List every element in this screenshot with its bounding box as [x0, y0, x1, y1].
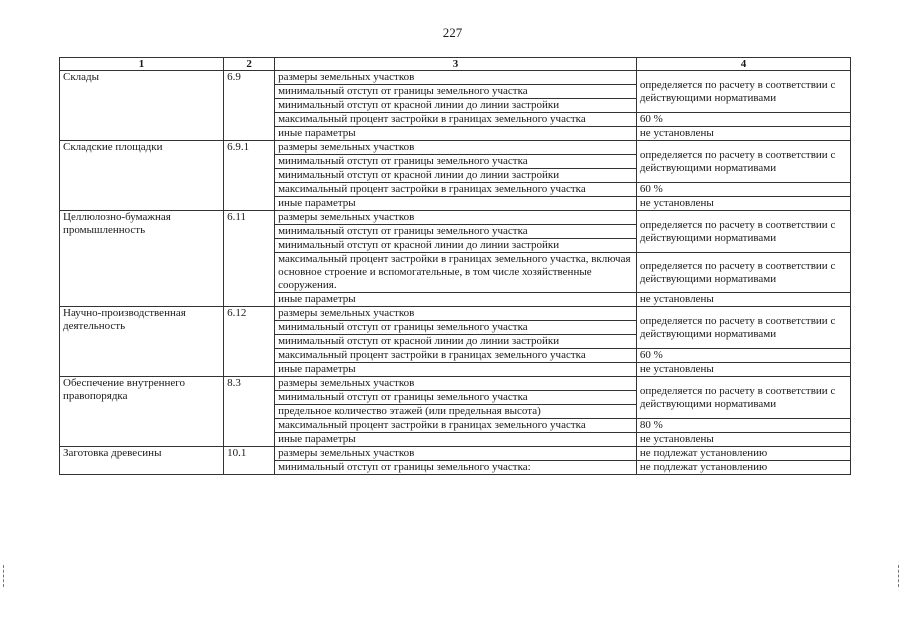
table-row — [60, 377, 851, 391]
table-row — [60, 71, 851, 85]
header-col-4: 4 — [636, 58, 850, 71]
left-edge-mark — [3, 565, 6, 587]
parameter-value: определяется по расчету в соответствии с действующими нормативами — [636, 377, 850, 419]
parameter-name: минимальный отступ от красной линии до линии застройки — [275, 99, 637, 113]
land-use-code: 6.12 — [224, 307, 275, 377]
parameter-name: предельное количество этажей (или предельная высота) — [275, 405, 637, 419]
parameter-name: минимальный отступ от красной линии до линии застройки — [275, 335, 637, 349]
header-col-1: 1 — [60, 58, 224, 71]
land-use-parameters-table — [59, 57, 851, 475]
table-header-row — [60, 58, 851, 71]
parameter-name: иные параметры — [275, 363, 637, 377]
header-col-2: 2 — [224, 58, 275, 71]
parameter-name: иные параметры — [275, 127, 637, 141]
parameter-name: минимальный отступ от границы земельного участка — [275, 85, 637, 99]
table-row — [60, 447, 851, 461]
table-row — [60, 307, 851, 321]
parameter-value: не подлежат установлению — [636, 447, 850, 461]
parameter-name: максимальный процент застройки в границах земельного участка — [275, 183, 637, 197]
parameter-name: иные параметры — [275, 197, 637, 211]
parameter-value: 60 % — [636, 349, 850, 363]
land-use-type: Складские площадки — [60, 141, 224, 211]
parameter-name: размеры земельных участков — [275, 211, 637, 225]
parameter-value: 60 % — [636, 183, 850, 197]
parameter-name: максимальный процент застройки в границах земельного участка, включая основное строение и вспомогательные, в том числе хозяйственные сооружения. — [275, 253, 637, 293]
parameter-value: определяется по расчету в соответствии с действующими нормативами — [636, 211, 850, 253]
header-col-3: 3 — [275, 58, 637, 71]
page-number: 227 — [442, 25, 463, 40]
parameter-name: минимальный отступ от границы земельного участка — [275, 225, 637, 239]
land-use-type: Заготовка древесины — [60, 447, 224, 475]
parameter-name: максимальный процент застройки в границах земельного участка — [275, 349, 637, 363]
parameter-name: максимальный процент застройки в границах земельного участка — [275, 113, 637, 127]
land-use-code: 8.3 — [224, 377, 275, 447]
parameter-value: определяется по расчету в соответствии с действующими нормативами — [636, 141, 850, 183]
parameter-value: не установлены — [636, 433, 850, 447]
land-use-code: 6.9 — [224, 71, 275, 141]
right-edge-mark — [898, 565, 901, 587]
parameter-name: минимальный отступ от границы земельного участка — [275, 155, 637, 169]
land-use-code: 6.11 — [224, 211, 275, 307]
parameter-name: минимальный отступ от границы земельного участка — [275, 321, 637, 335]
land-use-type: Склады — [60, 71, 224, 141]
parameter-name: размеры земельных участков — [275, 307, 637, 321]
land-use-code: 10.1 — [224, 447, 275, 475]
parameter-value: не установлены — [636, 127, 850, 141]
land-use-code: 6.9.1 — [224, 141, 275, 211]
parameter-value: 80 % — [636, 419, 850, 433]
parameter-value: не установлены — [636, 197, 850, 211]
parameter-value: 60 % — [636, 113, 850, 127]
parameter-name: размеры земельных участков — [275, 71, 637, 85]
parameter-value: определяется по расчету в соответствии с действующими нормативами — [636, 253, 850, 293]
parameter-name: размеры земельных участков — [275, 377, 637, 391]
land-use-type: Научно-производственная деятельность — [60, 307, 224, 377]
parameter-name: минимальный отступ от границы земельного участка — [275, 391, 637, 405]
parameter-value: определяется по расчету в соответствии с действующими нормативами — [636, 71, 850, 113]
table-row — [60, 211, 851, 225]
parameter-value: не установлены — [636, 363, 850, 377]
parameter-value: определяется по расчету в соответствии с действующими нормативами — [636, 307, 850, 349]
land-use-type: Целлюлозно-бумажная промышленность — [60, 211, 224, 307]
parameter-name: иные параметры — [275, 433, 637, 447]
parameter-name: размеры земельных участков — [275, 447, 637, 461]
parameter-name: размеры земельных участков — [275, 141, 637, 155]
land-use-type: Обеспечение внутреннего правопорядка — [60, 377, 224, 447]
parameter-name: минимальный отступ от границы земельного участка: — [275, 461, 637, 475]
parameter-name: максимальный процент застройки в границах земельного участка — [275, 419, 637, 433]
parameter-name: минимальный отступ от красной линии до линии застройки — [275, 239, 637, 253]
parameter-name: минимальный отступ от красной линии до линии застройки — [275, 169, 637, 183]
parameter-value: не подлежат установлению — [636, 461, 850, 475]
parameter-name: иные параметры — [275, 293, 637, 307]
parameter-value: не установлены — [636, 293, 850, 307]
table-row — [60, 141, 851, 155]
